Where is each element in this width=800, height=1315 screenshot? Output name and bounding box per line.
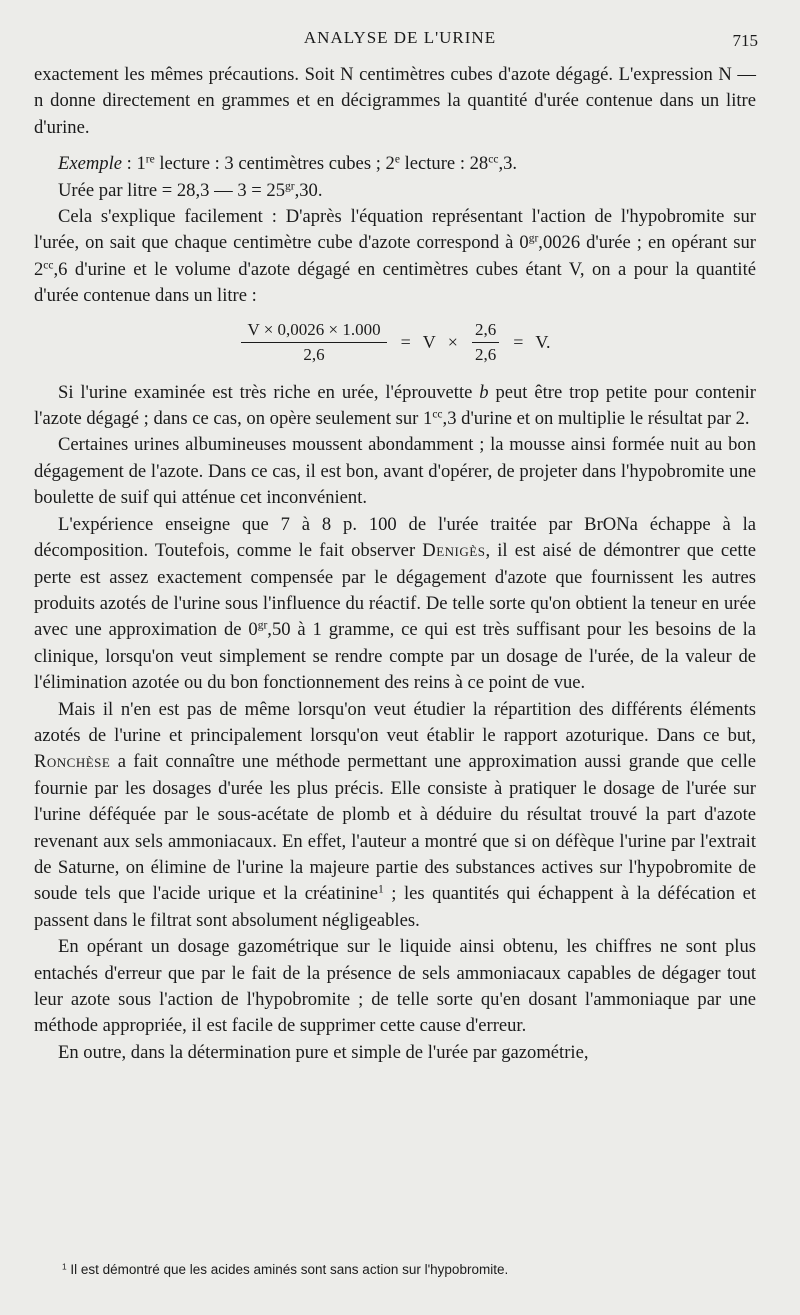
footnote-reference: 1	[378, 884, 384, 897]
page-number: 715	[732, 31, 758, 50]
example-line: Exemple : 1re lecture : 3 centimètres cubes ; 2e lecture : $28^{cc},3$.	[58, 153, 518, 175]
footnote	[62, 1262, 762, 1277]
page-header	[0, 24, 800, 54]
fraction-ratio: $\frac{2,6}{2,6}$	[472, 319, 499, 366]
paragraph-1: exactement les mêmes précautions. Soit N centimètres cubes d'azote dégagé. L'expression N — n donne directement en grammes et en décigrammes la quantité d'urée contenue dans un litre d'urine.	[34, 64, 756, 138]
author-name: Ronchèse	[34, 751, 111, 773]
example-label: Exemple	[58, 153, 123, 175]
uree-result-line: Urée par litre = 28,3 — $3 = 25^{gr},30$.	[58, 179, 323, 201]
paragraph-7: Mais il n'en est pas de même lorsqu'on veut étudier la répartition des différents éléments azotés de l'urine et principalement lorsqu'on veut établir le rapport azoturique. Dans ce but, Ronchèse a fait connaître une méthode permettant une approximation aussi grande que celle fournie par les dosages d'urée les plus précis. Elle consiste à pratiquer le dosage de l'urée sur l'urine déféquée par le sous-acétate de plomb et à déduire du résultat trouvé la part d'azote revenant aux sels ammoniacaux. En effet, l'auteur a montré que si on défèque l'urine par l'extrait de Saturne, on élimine de l'urine la majeure partie des substances actives sur l'hypobromite de soude tels que l'acide urique et la créatinine$^1$ ; les quantités qui échappent à la défécation et passent dans le filtrat sont absolument négligeables.	[34, 698, 756, 931]
fraction-main: $\frac{V \times 0,0026 \times 1.000}{2,6}$	[241, 319, 386, 366]
paragraph-6: L'expérience enseigne que 7 à 8 p. 100 de l'urée traitée par BrONa échappe à la décomposition. Toutefois, comme le fait observer Denigès, il est aisé de démontrer que cette perte est assez exactement compensée par le dégagement d'azote que fournissent les autres produits azotés de l'urine sous l'influence du réactif. De telle sorte qu'on obtient la teneur en urée avec une approximation de $0^{gr},50$ à 1 gramme, ce qui est très suffisant pour les besoins de la clinique, lorsqu'on veut simplement se rendre compte par un dosage de l'urée, de la valeur de l'élimination azotée ou du bon fonctionnement des reins à ce point de vue.	[34, 513, 756, 694]
body-text	[34, 62, 756, 1066]
author-name: Denigès	[422, 540, 486, 562]
paragraph-9: En outre, dans la détermination pure et simple de l'urée par gazométrie,	[58, 1041, 589, 1063]
paragraph-8: En opérant un dosage gazométrique sur le liquide ainsi obtenu, les chiffres ne sont plus entachés d'erreur que par le fait de la présence de sels ammoniacaux capables de dégager tout leur azote sous l'action de l'hypobromite ; de telle sorte qu'en dosant l'ammoniaque par une méthode appropriée, il est facile de supprimer cette cause d'erreur.	[34, 936, 756, 1037]
footnote-text: Il est démontré que les acides aminés sont sans action sur l'hypobromite.	[66, 1262, 509, 1277]
running-title: ANALYSE DE L'URINE	[303, 28, 497, 47]
footnote-marker: 1	[62, 1261, 67, 1272]
paragraph-3: Cela s'explique facilement : D'après l'équation représentant l'action de l'hypobromite sur l'urée, on sait que chaque centimètre cube d'azote correspond à $0^{gr},0026$ d'urée ; en opérant sur $2^{cc},6$ d'urine et le volume d'azote dégagé en centimètres cubes étant V, on a pour la quantité d'urée contenue dans un litre :	[34, 206, 756, 307]
formula: $\frac{V \times 0,0026 \times 1.000}{2,6}$ = V × $\frac{2,6}{2,6}$ = V.	[34, 316, 756, 370]
paragraph-4: Si l'urine examinée est très riche en urée, l'éprouvette b peut être trop petite pour contenir l'azote dégagé ; dans ce cas, on opère seulement sur $1^{cc},3$ d'urine et on multiplie le résultat par 2.	[34, 381, 756, 430]
paragraph-5: Certaines urines albumineuses moussent abondamment ; la mousse ainsi formée nuit au bon dégagement de l'azote. Dans ce cas, il est bon, avant d'opérer, de projeter dans l'hypobromite une boulette de suif qui atténue cet inconvénient.	[34, 434, 756, 509]
